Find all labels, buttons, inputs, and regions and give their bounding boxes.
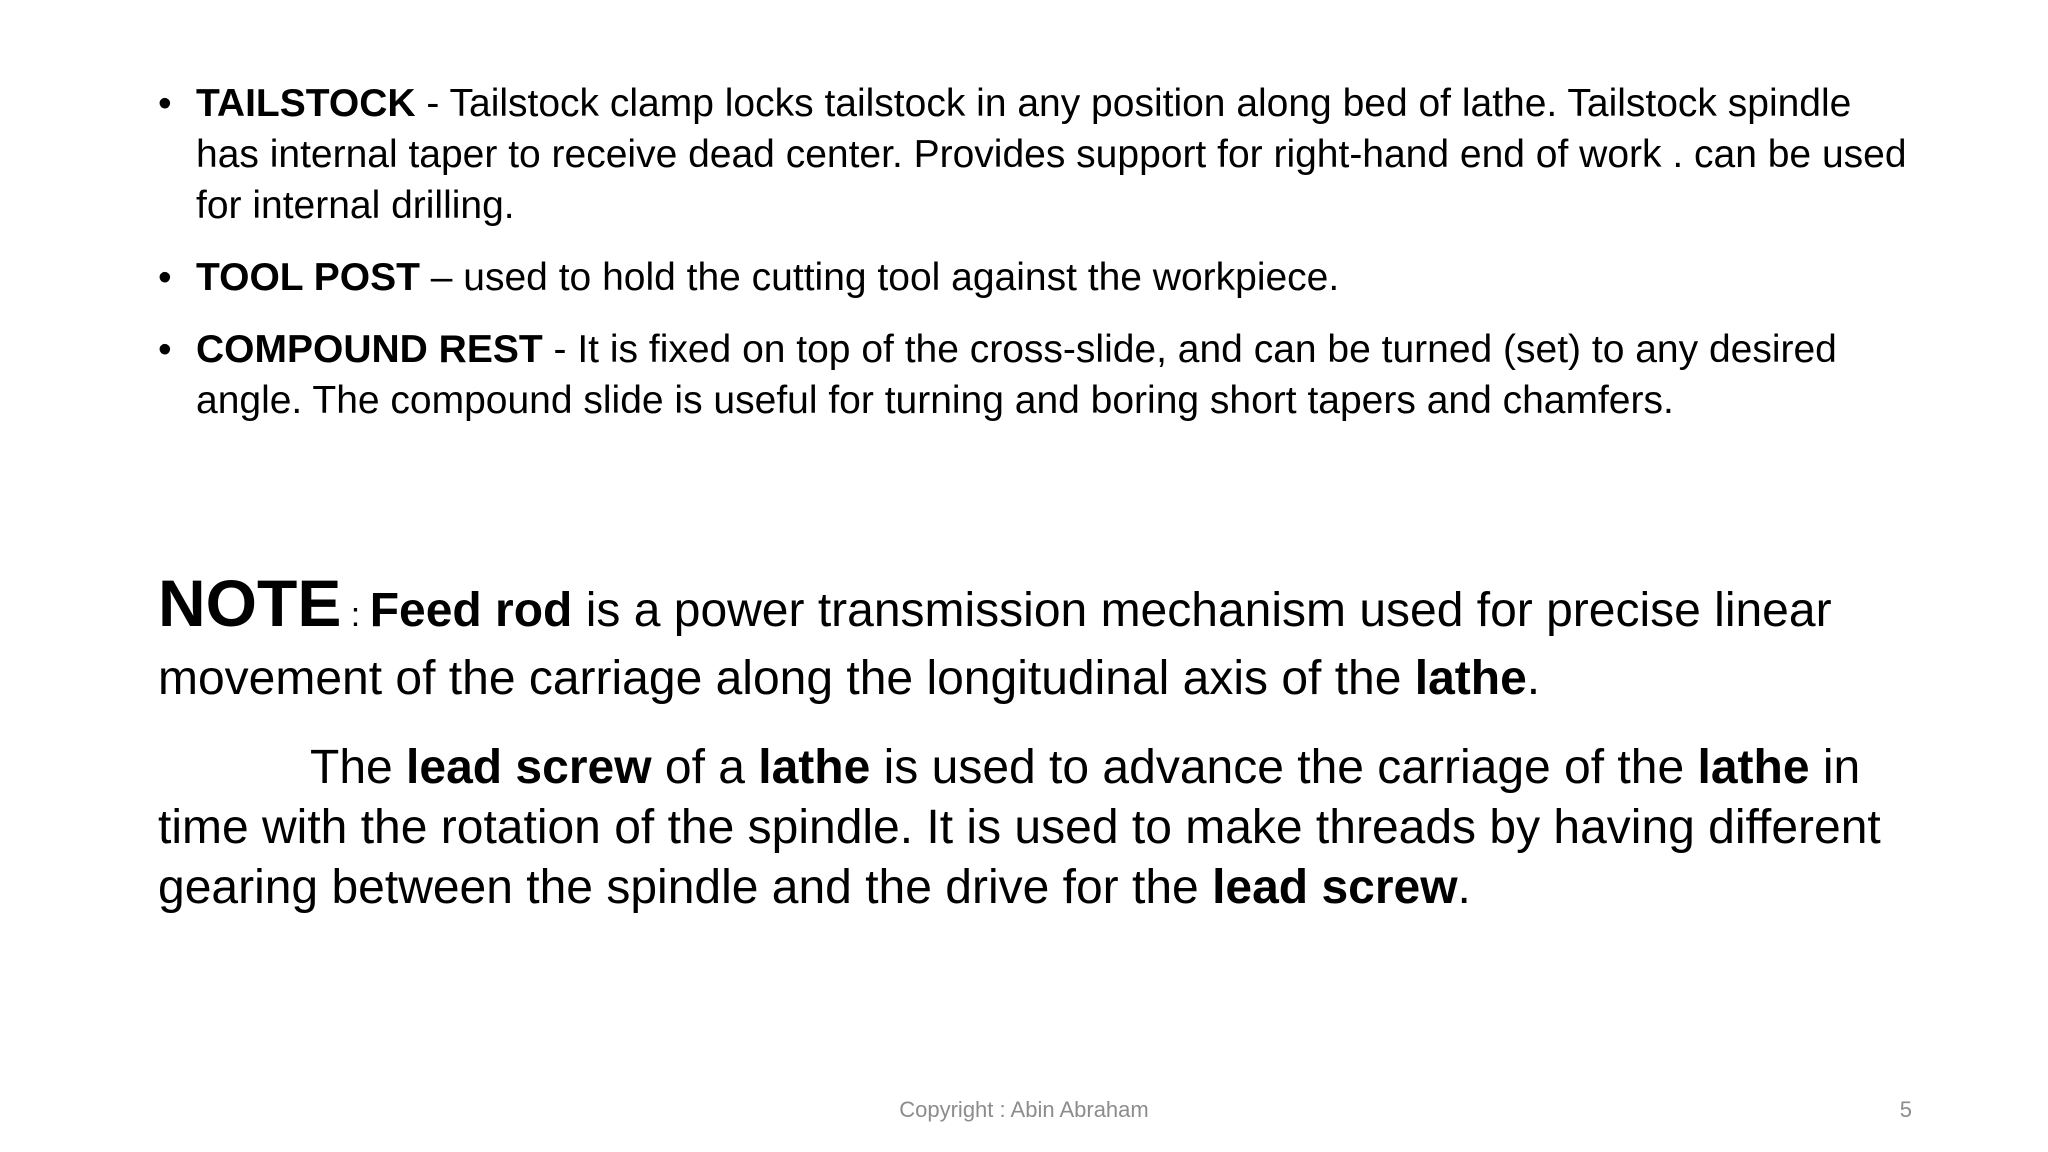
note-label: NOTE (158, 566, 342, 640)
term-lathe: lathe (1697, 741, 1810, 794)
para-text: is used to advance the carriage of the (870, 741, 1698, 794)
para-text: . (1457, 861, 1471, 914)
bullet-term: COMPOUND REST (196, 328, 543, 371)
term-lathe: lathe (758, 741, 871, 794)
bullet-list (158, 78, 1918, 447)
para-text: in time with the rotation of the spindle. It is used to make threads by having different gearing between the spindle and the drive for the (158, 741, 1881, 914)
bullet-term: TOOL POST (196, 256, 420, 299)
note-term-feed-rod: Feed rod (369, 584, 573, 637)
para-text: of a (651, 741, 759, 794)
lead-screw-paragraph (158, 738, 1918, 918)
bullet-item-tailstock (158, 78, 1918, 231)
bullet-text: - It is fixed on top of the cross-slide, and can be turned (set) to any desired angle. The compound slide is useful for turning and boring short tapers and chamfers. (196, 328, 1837, 422)
note-colon: : (341, 596, 370, 634)
footer-copyright: Copyright : Abin Abraham (899, 1097, 1149, 1122)
bullet-item-compound-rest (158, 324, 1918, 426)
note-term-lathe: lathe (1414, 652, 1527, 705)
term-lead-screw: lead screw (406, 741, 652, 794)
bullet-text: - Tailstock clamp locks tailstock in any position along bed of lathe. Tailstock spindle has internal taper to receive dead center. Provides support for right-hand end of work . can be used for internal drilling. (196, 82, 1907, 227)
page-number: 5 (1899, 1097, 1912, 1122)
bullet-item-tool-post (158, 252, 1918, 303)
bullet-term: TAILSTOCK (196, 82, 416, 125)
note-paragraph (158, 566, 1918, 710)
bullet-marker: • (158, 328, 172, 371)
bullet-marker: • (158, 256, 172, 299)
note-text: is a power transmission mechanism used for precise linear movement of the carriage along the longitudinal axis of the (158, 584, 1832, 705)
para-text: The (310, 741, 407, 794)
bullet-text: – used to hold the cutting tool against the workpiece. (419, 256, 1340, 299)
term-lead-screw: lead screw (1212, 861, 1458, 914)
note-text-end: . (1526, 652, 1541, 705)
bullet-marker: • (158, 82, 172, 125)
